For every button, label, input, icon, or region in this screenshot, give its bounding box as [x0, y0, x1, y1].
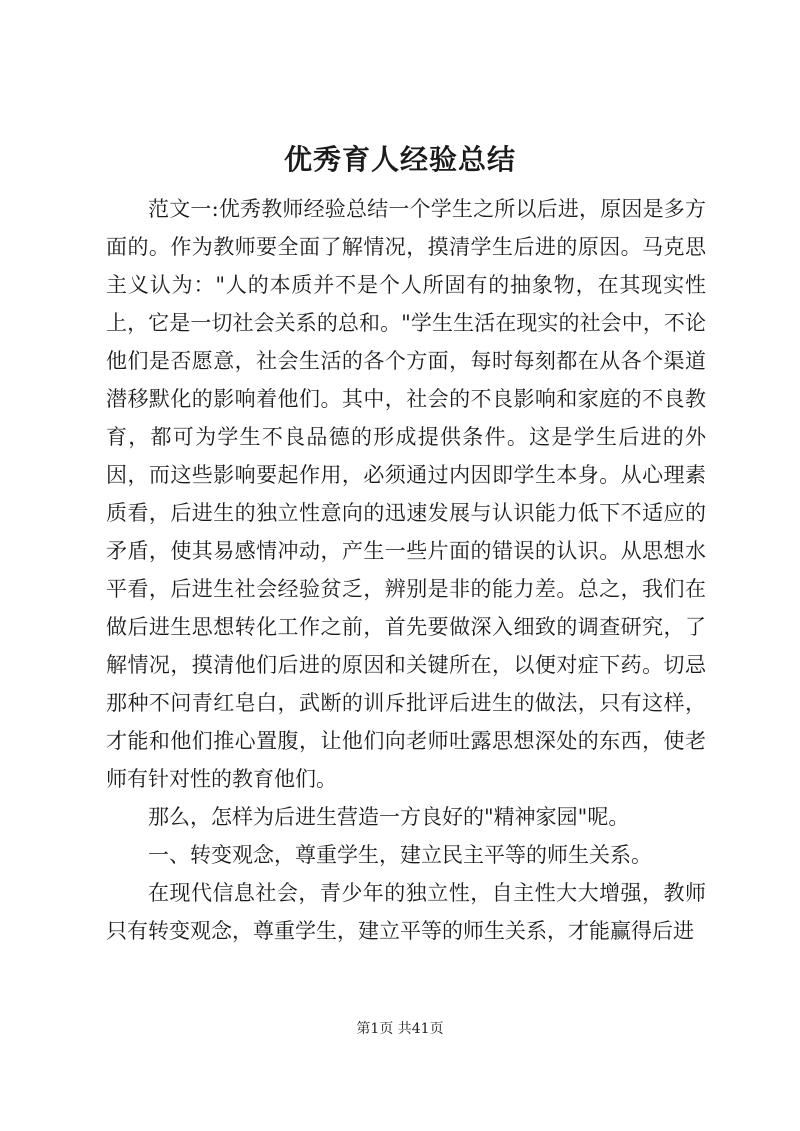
paragraph: 在现代信息社会，青少年的独立性，自主性大大增强，教师只有转变观念，尊重学生，建立平等的师生关系，才能赢得后进 [106, 881, 706, 943]
paragraph: 范文一:优秀教师经验总结一个学生之所以后进，原因是多方面的。作为教师要全面了解情况，摸清学生后进的原因。马克思主义认为："人的本质并不是个人所固有的抽象物，在其现实性上，它是一切社会关系的总和。"学生生活在现实的社会中，不论他们是否愿意，社会生活的各个方面，每时每刻都在从各个渠道潜移默化的影响着他们。其中，社会的不良影响和家庭的不良教育，都可为学生不良品德的形成提供条件。这是学生后进的外因，而这些影响要起作用，必须通过内因即学生本身。从心理素质看，后进生的独立性意向的迅速发展与认识能力低下不适应的矛盾，使其易感情冲动，产生一些片面的错误的认识。从思想水平看，后进生社会经验贫乏，辨别是非的能力差。总之，我们在做后进生思想转化工作之前，首先要做深入细致的调查研究，了解情况，摸清他们后进的原因和关键所在，以便对症下药。切忌那种不问青红皂白，武断的训斥批评后进生的做法，只有这样，才能和他们推心置腹，让他们向老师吐露思想深处的东西，使老师有针对性的教育他们。 [106, 197, 706, 791]
paragraph: 一、转变观念，尊重学生，建立民主平等的师生关系。 [148, 843, 652, 867]
page-footer: 第1页 共41页 [356, 1021, 444, 1037]
document-title: 优秀育人经验总结 [283, 143, 516, 176]
document-body [106, 190, 706, 950]
paragraph: 那么，怎样为后进生营造一方良好的"精神家园"呢。 [148, 805, 630, 829]
